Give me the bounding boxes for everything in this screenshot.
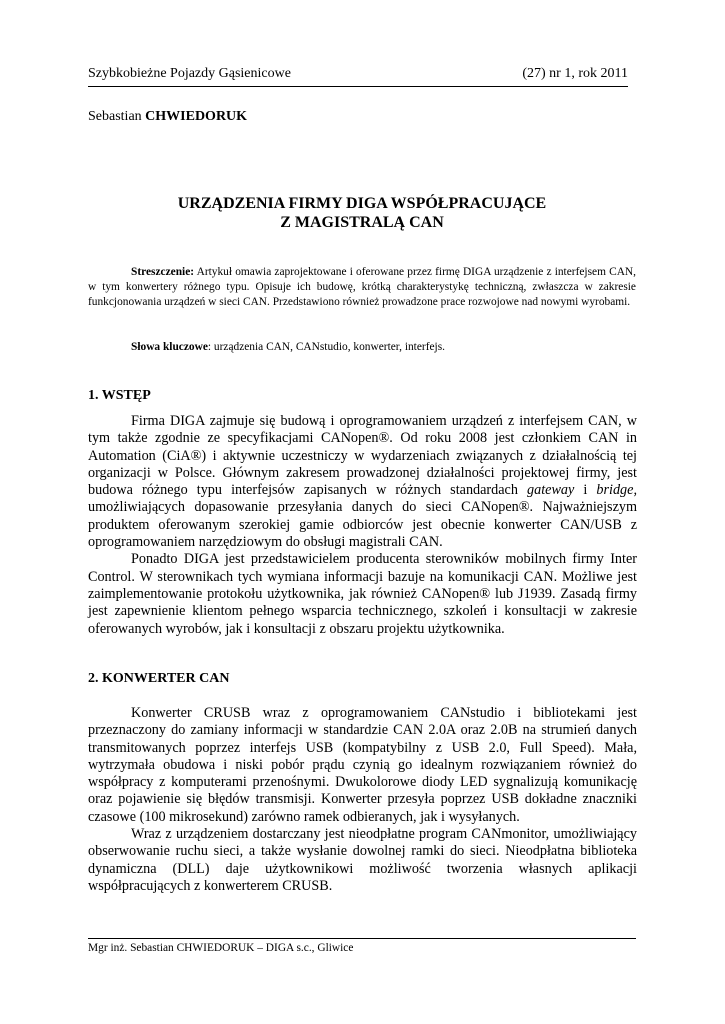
term-gateway: gateway (527, 482, 575, 499)
keywords-text: : urządzenia CAN, CANstudio, konwerter, interfejs. (207, 341, 445, 353)
abstract-label: Streszczenie: (131, 266, 195, 278)
paragraph-text: Firma DIGA zajmuje się budową i oprogramowaniem urządzeń z interfejsem CAN, w tym także zgodnie ze specyfikacjami CANopen®. Od roku 2008 jest członkiem CAN in Automation (CiA®) i aktywnie uczestniczy w wydarzeniach związanych z działalnością tej organizacji w Polsce. Głównym zakresem prowadzonej działalności projektowej firmy, jest budowa różnego typu interfejsów zapisanych w różnych standardach (88, 413, 637, 499)
abstract-text: Artykuł omawia zaprojektowane i oferowane przez firmę DIGA urządzenie z interfejsem CAN, w tym konwertery różnego typu. Opisuje ich budowę, krótką charakterystykę techniczną, zwłaszcza w zakresie funkcjonowania urządzeń w sieci CAN. Przedstawiono również prowadzone prace rozwojowe nad nowymi wyrobami. (88, 266, 636, 308)
section-2-paragraph-2: Wraz z urządzeniem dostarczany jest nieodpłatne program CANmonitor, umożliwiający obserwowanie ruchu sieci, a także wysłanie dowolnej ramki do sieci. Nieodpłatna biblioteka dynamiczna (DLL) daje użytkownikowi możliwość tworzenia własnych aplikacji współpracujących z konwerterem CRUSB. (88, 826, 637, 894)
paragraph-text: i (574, 482, 597, 499)
paper-title (88, 194, 636, 232)
title-line-2: Z MAGISTRALĄ CAN (280, 214, 444, 231)
keywords-label: Słowa kluczowe (131, 341, 208, 353)
section-2-heading: 2. KONWERTER CAN (88, 671, 230, 686)
author-first-name: Sebastian (88, 109, 142, 124)
section-2-body (88, 705, 637, 895)
title-line-1: URZĄDZENIA FIRMY DIGA WSPÓŁPRACUJĄCE (177, 195, 547, 212)
footer-note: Mgr inż. Sebastian CHWIEDORUK – DIGA s.c., Gliwice (88, 942, 354, 954)
keywords (131, 341, 445, 353)
section-1-body (88, 413, 637, 638)
paragraph-text: umożliwiających dopasowanie przesyłania danych do sieci CANopen®. Najważniejszym produktem oferowanym szerokiej gamie odbiorców jest obecnie konwerter CAN/USB z oprogramowaniem narzędziowym do obsługi magistrali CAN. (88, 499, 637, 551)
author-line (88, 109, 247, 125)
author-last-name: CHWIEDORUK (145, 109, 248, 124)
section-1-heading: 1. WSTĘP (88, 388, 151, 403)
section-2-paragraph-1: Konwerter CRUSB wraz z oprogramowaniem CANstudio i bibliotekami jest przeznaczony do zamiany informacji w standardzie CAN 2.0A oraz 2.0B na strumień danych transmitowanych poprzez interfejs USB (kompatybilny z USB 2.0, Full Speed). Mała, wytrzymała obudowa i niski pobór prądu czynią go idealnym rozwiązaniem również do współpracy z komputerami przenośnymi. Dwukolorowe diody LED sygnalizują komunikację oraz pojawienie się błędów transmisji. Konwerter przesyła poprzez USB dokładne znaczniki czasowe (100 mikrosekund) zarówno ramek odbieranych, jak i wysyłanych. (88, 705, 637, 825)
journal-name: Szybkobieżne Pojazdy Gąsienicowe (88, 66, 291, 81)
term-bridge: bridge, (596, 482, 637, 499)
issue-number: (27) nr 1, rok 2011 (522, 66, 628, 81)
running-header (88, 66, 628, 82)
footer-divider (88, 938, 636, 939)
section-1-paragraph-2: Ponadto DIGA jest przedstawicielem producenta sterowników mobilnych firmy Inter Control. W sterownikach tych wymiana informacji bazuje na komunikacji CAN. Możliwe jest zaimplementowanie protokołu użytkownika, jak również CANopen® lub J1939. Zasadą firmy jest zapewnienie klientom pełnego wsparcia technicznego, szkoleń i konsultacji w zakresie oferowanych wyrobów, jak i konsultacji z obszaru projektu użytkownika. (88, 551, 637, 637)
section-1-paragraph-1 (88, 413, 637, 551)
abstract (88, 265, 636, 309)
header-divider (88, 86, 628, 87)
